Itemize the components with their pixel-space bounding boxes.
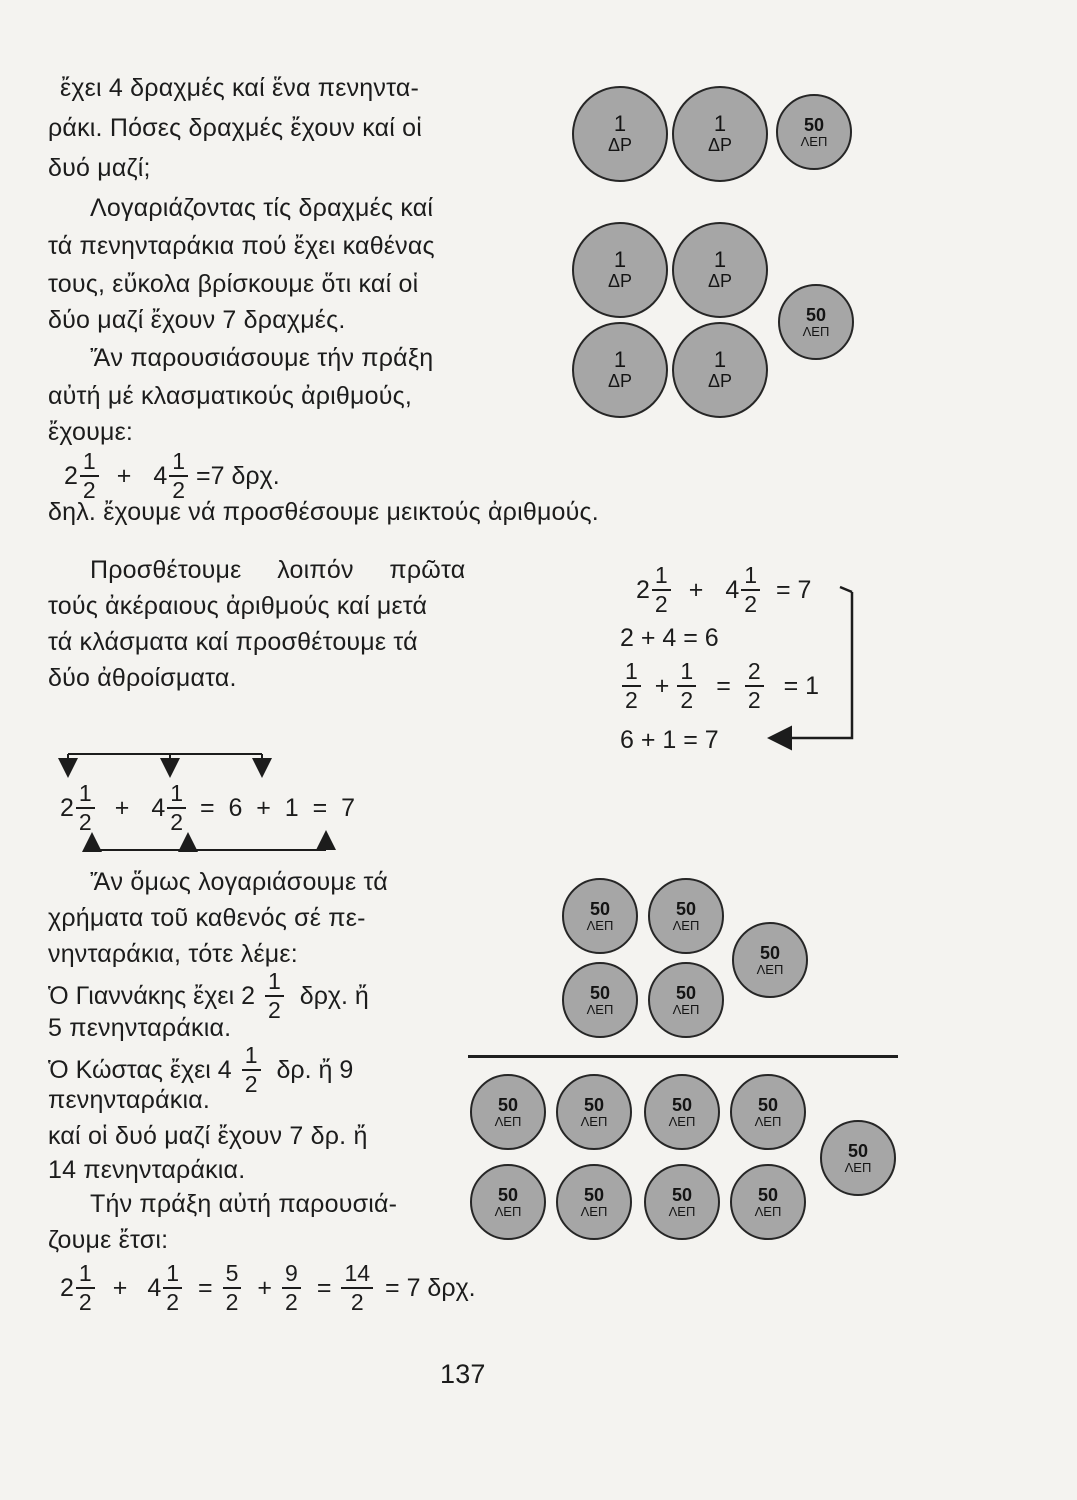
numerator: 1 [265, 970, 284, 997]
coin-unit: ΛΕΠ [580, 1203, 608, 1219]
coin-value: 50 [805, 304, 827, 325]
coin-unit: ΛΕΠ [494, 1113, 522, 1129]
whole-2: 4 [153, 461, 168, 490]
page-number: 137 [440, 1359, 486, 1389]
coin-unit: ΔΡ [607, 271, 633, 291]
denominator: 2 [747, 687, 761, 713]
plus-sign: + [114, 793, 130, 822]
intro-line-2: ράκι. Πόσες δραχμές ἔχουν καί οἱ [48, 114, 423, 142]
coin-unit: ΛΕΠ [586, 1001, 614, 1017]
intro-line-5: τά πενηνταράκια πού ἔχει καθένας [48, 232, 435, 260]
final-sum: 6 + 1 = 7 [620, 726, 719, 754]
equals-sign: = [198, 1273, 213, 1302]
coin-unit: ΛΕΠ [754, 1113, 782, 1129]
denominator: 2 [225, 1289, 239, 1315]
plus-sign: + [116, 461, 132, 490]
coin-value: 50 [589, 982, 611, 1003]
second-line-8: καί οἱ δυό μαζί ἔχουν 7 δρ. ἤ [48, 1122, 368, 1150]
denominator: 2 [285, 1289, 298, 1315]
kostas-unit: δρ. ἤ 9 [276, 1055, 354, 1084]
numerator: 1 [80, 450, 99, 477]
coin-unit: ΛΕΠ [580, 1113, 608, 1129]
equals-sign: = [316, 1273, 332, 1302]
whole-1: 2 [636, 575, 650, 604]
calc-bracket-head [840, 587, 852, 592]
denominator: 2 [744, 591, 758, 617]
coin-value: 1 [613, 347, 627, 372]
denominator: 2 [267, 997, 281, 1023]
numerator: 14 [341, 1262, 373, 1289]
second-line-3: νηνταράκια, τότε λέμε: [48, 940, 298, 968]
coin-value: 50 [847, 1140, 869, 1161]
method-line-2: τούς ἀκέραιους ἀριθμούς καί μετά [48, 592, 428, 620]
denominator: 2 [78, 809, 92, 835]
coin-value: 1 [713, 247, 727, 272]
intro-line-3: δυό μαζί; [48, 154, 151, 182]
bracket-equation-result: = 6 + 1 = 7 [200, 793, 355, 822]
second-line-11: ζουμε ἔτσι: [48, 1226, 169, 1254]
coin-value: 50 [675, 982, 697, 1003]
coin-value: 50 [675, 898, 697, 919]
coin-value: 50 [671, 1184, 693, 1205]
numerator: 9 [282, 1262, 301, 1289]
coin-value: 1 [613, 111, 627, 136]
coin-unit: ΛΕΠ [668, 1203, 696, 1219]
coin-unit: ΛΕΠ [672, 917, 700, 933]
numerator: 1 [677, 660, 696, 687]
coin-unit: ΔΡ [707, 135, 733, 155]
numerator: 1 [652, 564, 671, 591]
numerator: 1 [242, 1044, 261, 1071]
intro-line-8: Ἄν παρουσιάσουμε τήν πράξη [90, 344, 434, 372]
numerator: 5 [223, 1262, 242, 1289]
numerator: 1 [169, 450, 188, 477]
method-line-4: δύο ἀθροίσματα. [48, 664, 237, 692]
coin-unit: ΔΡ [607, 135, 633, 155]
coin-unit: ΔΡ [707, 271, 733, 291]
plus-sign: + [654, 671, 670, 700]
coin-value: 50 [497, 1094, 519, 1115]
denominator: 2 [625, 687, 638, 713]
denominator: 2 [244, 1071, 258, 1097]
coin-unit: ΔΡ [707, 371, 733, 391]
coin-value: 50 [803, 114, 825, 135]
second-line-10: Τήν πράξη αὐτή παρουσιά- [90, 1190, 398, 1218]
intro-line-4: Λογαριάζοντας τίς δραχμές καί [90, 194, 434, 222]
fraction-sum-result: = 1 [783, 671, 820, 700]
intro-line-6: τους, εὔκολα βρίσκουμε ὅτι καί οἱ [48, 270, 419, 298]
denominator: 2 [78, 1289, 92, 1315]
denominator: 2 [166, 1289, 180, 1315]
equation-result: =7 δρχ. [196, 461, 280, 490]
coin-value: 50 [759, 942, 781, 963]
plus-sign: + [688, 575, 704, 604]
intro-line-10: ἔχουμε: [48, 418, 134, 446]
second-line-2: χρήματα τοῦ καθενός σέ πε- [48, 904, 366, 932]
denominator: 2 [172, 477, 186, 503]
calc-result: = 7 [776, 575, 812, 604]
coin-unit: ΛΕΠ [844, 1159, 872, 1175]
numerator: 1 [167, 782, 186, 809]
numerator: 2 [745, 660, 764, 687]
whole-2: 4 [147, 1273, 162, 1302]
method-line-1: Προσθέτουμε λοιπόν πρῶτα [90, 556, 466, 584]
coin-value: 50 [757, 1094, 779, 1115]
whole-2: 4 [151, 793, 166, 822]
coin-unit: ΛΕΠ [672, 1001, 700, 1017]
numerator: 1 [76, 782, 95, 809]
coin-value: 50 [583, 1184, 605, 1205]
whole-1: 2 [60, 1273, 74, 1302]
coin-unit: ΛΕΠ [494, 1203, 522, 1219]
intro-line-9: αὐτή μέ κλασματικούς ἀριθμούς, [48, 382, 413, 410]
second-line-1: Ἄν ὅμως λογαριάσουμε τά [90, 868, 388, 896]
numerator: 1 [622, 660, 641, 687]
coin-value: 50 [757, 1184, 779, 1205]
coin-value: 50 [589, 898, 611, 919]
coin-value: 1 [713, 111, 727, 136]
coin-value: 50 [497, 1184, 519, 1205]
integer-sum: 2 + 4 = 6 [620, 624, 719, 652]
second-line-7: πενηνταράκια. [48, 1086, 210, 1114]
numerator: 1 [76, 1262, 95, 1289]
equals-sign: = [716, 671, 731, 700]
coin-unit: ΛΕΠ [668, 1113, 696, 1129]
giannakis-text: Ὁ Γιαννάκης ἔχει 2 [48, 981, 255, 1010]
numerator: 1 [741, 564, 760, 591]
plus-sign: + [257, 1273, 273, 1302]
coin-unit: ΛΕΠ [754, 1203, 782, 1219]
calc-bracket-arrow [772, 592, 852, 738]
kostas-text: Ὁ Κώστας ἔχει 4 [48, 1055, 232, 1084]
numerator: 1 [163, 1262, 182, 1289]
denominator: 2 [170, 809, 184, 835]
second-line-5: 5 πενηνταράκια. [48, 1014, 232, 1042]
coin-unit: ΛΕΠ [586, 917, 614, 933]
coin-unit: ΛΕΠ [800, 133, 828, 149]
final-result: = 7 δρχ. [385, 1273, 476, 1302]
coin-unit: ΛΕΠ [756, 961, 784, 977]
intro-line-7: δύο μαζί ἔχουν 7 δραχμές. [48, 306, 346, 334]
coin-unit: ΔΡ [607, 371, 633, 391]
denominator: 2 [82, 477, 96, 503]
coin-value: 50 [671, 1094, 693, 1115]
plus-sign: + [112, 1273, 128, 1302]
second-line-9: 14 πενηνταράκια. [48, 1156, 246, 1184]
intro-line-1: ἔχει 4 δραχμές καί ἕνα πενηντα- [60, 74, 420, 102]
method-line-3: τά κλάσματα καί προσθέτουμε τά [48, 628, 418, 656]
coin-value: 1 [613, 247, 627, 272]
coin-value: 50 [583, 1094, 605, 1115]
coin-unit: ΛΕΠ [802, 323, 830, 339]
whole-1: 2 [60, 793, 74, 822]
coin-value: 1 [713, 347, 727, 372]
mixed-numbers-line: δηλ. ἔχουμε νά προσθέσουμε μεικτούς ἀριθμούς. [48, 498, 599, 526]
denominator: 2 [654, 591, 668, 617]
whole-2: 4 [725, 575, 740, 604]
whole-1: 2 [64, 461, 78, 490]
giannakis-unit: δρχ. ἤ [299, 981, 369, 1010]
denominator: 2 [350, 1289, 364, 1315]
denominator: 2 [680, 687, 694, 713]
